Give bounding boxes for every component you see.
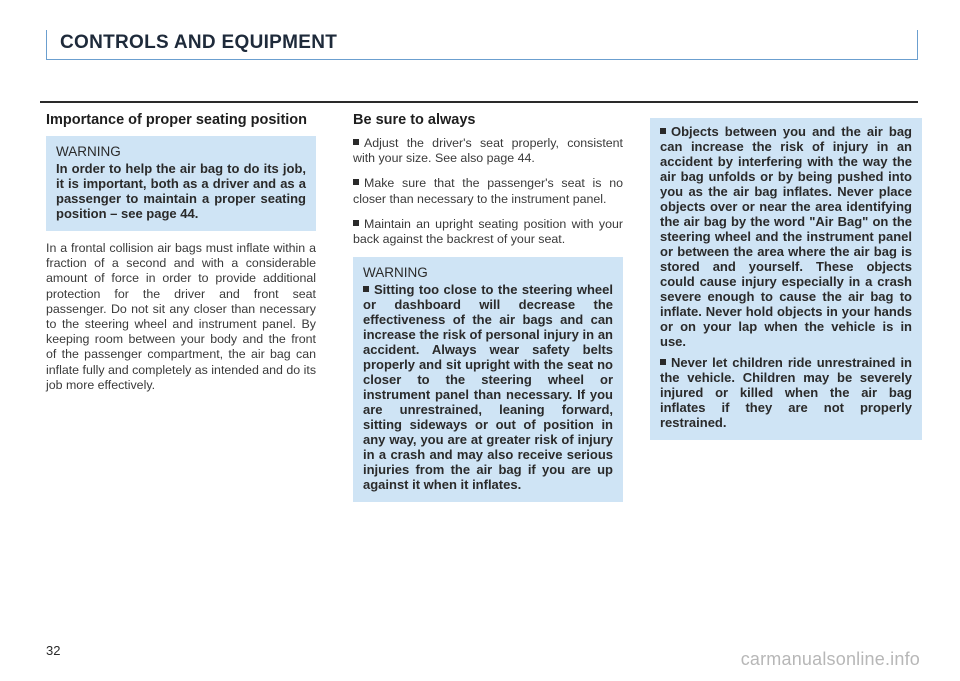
col2-warning-text: Sitting too close to the steering wheel or dashboard will decrease the effectiveness of the air bags and can increase the risk of personal injury in an accident. Always wear safety belts properly and sit upright with the seat no closer to the steering wheel or instrument panel than necessary. If you are unrestrained, leaning forward, sitting sideways or out of position in any way, you are at greater risk of injury in a crash and may also receive serious injuries from the air bag if you are up against it when it inflates. (363, 282, 613, 493)
col1-warning-text: In order to help the air bag to do its job, it is important, both as a driver and as a passenger to maintain a proper seating position – see page 44. (56, 161, 306, 221)
col3-warning-item-2 (660, 355, 912, 430)
col2-bullet-3-text: Maintain an upright seating position with your back against the backrest of your seat. (353, 216, 623, 247)
col1-warning-label: WARNING (56, 144, 121, 159)
page-number: 32 (46, 643, 61, 658)
col1-warning-box (46, 136, 316, 231)
col2-warning-item (363, 282, 613, 492)
section-title: CONTROLS AND EQUIPMENT (60, 32, 338, 53)
column-3 (650, 118, 922, 440)
column-1 (46, 112, 316, 393)
bullet-square-icon (660, 359, 666, 365)
col2-bullet-3 (353, 217, 623, 247)
col3-warning-text-2: Never let children ride unrestrained in the vehicle. Children may be severely injured or killed when the air bag inflates if they are not properly restrained. (660, 355, 912, 430)
col3-warning-item-1 (660, 124, 912, 349)
col2-heading: Be sure to always (353, 112, 476, 128)
col2-bullet-2 (353, 176, 623, 206)
col2-warning-label: WARNING (363, 265, 428, 281)
bullet-square-icon (660, 128, 666, 134)
col3-warning-box (650, 118, 922, 440)
divider-rule (40, 101, 918, 103)
watermark: carmanualsonline.info (740, 649, 920, 669)
bullet-square-icon (353, 179, 359, 185)
col3-warning-text-1: Objects between you and the air bag can increase the risk of injury in an accident by interfering with the way the air bag unfolds or by being pushed into you as the air bag inflates. Never place objects over or near the area identifying the air bag by the word "Air Bag" on the steering wheel and the instrument panel or between the area where the air bag is stored and yourself. These objects could cause injury especially in a crash severe enough to cause the air bag to inflate. Never hold objects in your hands or on your lap when the vehicle is in use. (660, 124, 912, 349)
col1-heading: Importance of proper seating position (46, 112, 308, 128)
column-2 (353, 112, 623, 502)
bullet-square-icon (353, 220, 359, 226)
col2-bullet-2-text: Make sure that the passenger's seat is no closer than necessary to the instrument panel. (353, 176, 623, 206)
col2-bullet-1-text: Adjust the driver's seat properly, consistent with your size. See also page 44. (353, 136, 623, 166)
bullet-square-icon (363, 286, 369, 292)
col1-body-text: In a frontal collision air bags must inflate within a fraction of a second and with a considerable amount of force in order to provide additional protection for the driver and front seat passenger. Do not sit any closer than necessary to the steering wheel and instrument panel. By keeping room between your body and the front of the passenger compartment, the air bag can inflate fully and completely as intended and do its job more effectively. (46, 241, 317, 392)
col2-warning-box (353, 257, 623, 502)
bullet-square-icon (353, 139, 359, 145)
col2-bullet-1 (353, 136, 623, 166)
